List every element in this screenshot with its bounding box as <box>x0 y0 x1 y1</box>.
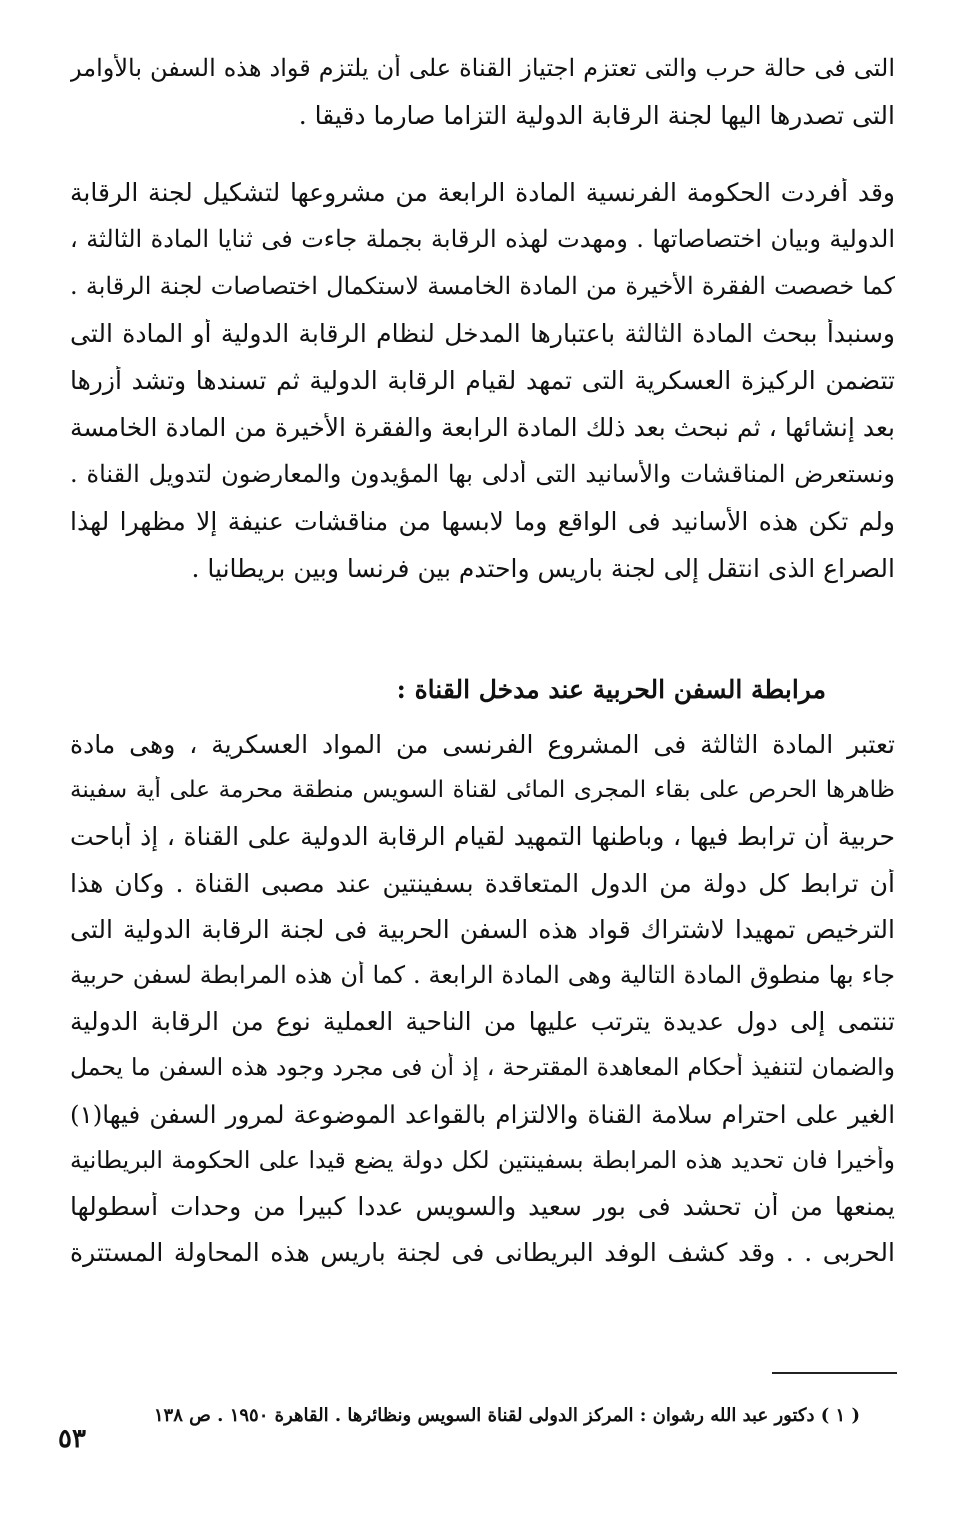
text-line: ولم تكن هذه الأسانيد فى الواقع وما لابسها من مناقشات عنيفة إلا مظهرا لهذا <box>70 507 895 536</box>
text-line: تعتبر المادة الثالثة فى المشروع الفرنسى من المواد العسكرية ، وهى مادة <box>70 730 895 759</box>
text-line: حربية أن ترابط فيها ، وباطنها التمهيد لقيام الرقابة الدولية على القناة ، إذ أباحت <box>70 822 895 852</box>
paragraph-1 <box>70 54 895 148</box>
text-line: كما خصصت الفقرة الأخيرة من المادة الخامسة لاستكمال اختصاصات لجنة الرقابة . <box>70 272 895 300</box>
text-line: تتضمن الركيزة العسكرية التى تمهد لقيام الرقابة الدولية ثم تسندها وتشد أزرها <box>70 366 895 395</box>
text-line: بعد إنشائها ، ثم نبحث بعد ذلك المادة الرابعة والفقرة الأخيرة من المادة الخامسة <box>70 413 895 442</box>
text-line: وأخيرا فان تحديد هذه المرابطة بسفينتين لكل دولة يضع قيدا على الحكومة البريطانية <box>70 1145 895 1174</box>
section-heading: مرابطة السفن الحربية عند مدخل القناة : <box>396 675 826 704</box>
text-line: الغير على احترام سلامة القناة والالتزام بالقواعد الموضوعة لمرور السفن فيها(١) <box>70 1099 895 1129</box>
text-line: جاء بها منطوق المادة التالية وهى المادة الرابعة . كما أن هذه المرابطة لسفن حربية <box>70 960 895 989</box>
text-line: تنتمى إلى دول عديدة يترتب عليها من الناحية العملية نوع من الرقابة الدولية <box>70 1007 895 1037</box>
text-line: وسنبدأ ببحث المادة الثالثة باعتبارها المدخل لنظام الرقابة الدولية أو المادة التى <box>70 319 895 348</box>
text-line: يمنعها من أن تحشد فى بور سعيد والسويس عددا كبيرا من وحدات أسطولها <box>70 1191 895 1221</box>
text-line: التى فى حالة حرب والتى تعتزم اجتياز القناة على أن يلتزم قواد هذه السفن بالأوامر <box>70 54 895 82</box>
text-line: والضمان لتنفيذ أحكام المعاهدة المقترحة ، إذ أن فى مجرد وجود هذه السفن ما يحمل <box>70 1053 895 1082</box>
text-line: ونستعرض المناقشات والأسانيد التى أدلى بها المؤيدون والمعارضون لتدويل القناة . <box>70 460 895 488</box>
paragraph-3 <box>70 730 895 1284</box>
text-line: الصراع الذى انتقل إلى لجنة باريس واحتدم بين فرنسا وبين بريطانيا . <box>191 554 895 583</box>
text-line: الترخيص تمهيدا لاشتراك قواد هذه السفن الحربية فى لجنة الرقابة الدولية التى <box>70 914 895 944</box>
paragraph-2 <box>70 178 895 601</box>
text-line: الدولية وبيان اختصاصاتها . ومهدت لهذه الرقابة بجملة جاءت فى ثنايا المادة الثالثة ، <box>70 225 895 253</box>
footnote-divider <box>772 1372 897 1374</box>
footnote: ( ١ ) دكتور عبد الله رشوان : المركز الدولى لقناة السويس ونظائرها . القاهرة ١٩٥٠ . ص ١٣٨ <box>153 1405 860 1426</box>
text-line: الحربى . . وقد كشف الوفد البريطانى فى لجنة باريس هذه المحاولة المستترة <box>70 1238 895 1268</box>
text-line: وقد أفردت الحكومة الفرنسية المادة الرابعة من مشروعها لتشكيل لجنة الرقابة <box>70 178 895 207</box>
page-number: ٥٣ <box>58 1424 86 1454</box>
text-line: أن ترابط كل دولة من الدول المتعاقدة بسفينتين عند مصبى القناة . وكان هذا <box>70 868 895 898</box>
text-line: التى تصدرها اليها لجنة الرقابة الدولية التزاما صارما دقيقا . <box>298 101 895 130</box>
text-line: ظاهرها الحرص على بقاء المجرى المائى لقناة السويس منطقة محرمة على أية سفينة <box>70 777 895 804</box>
